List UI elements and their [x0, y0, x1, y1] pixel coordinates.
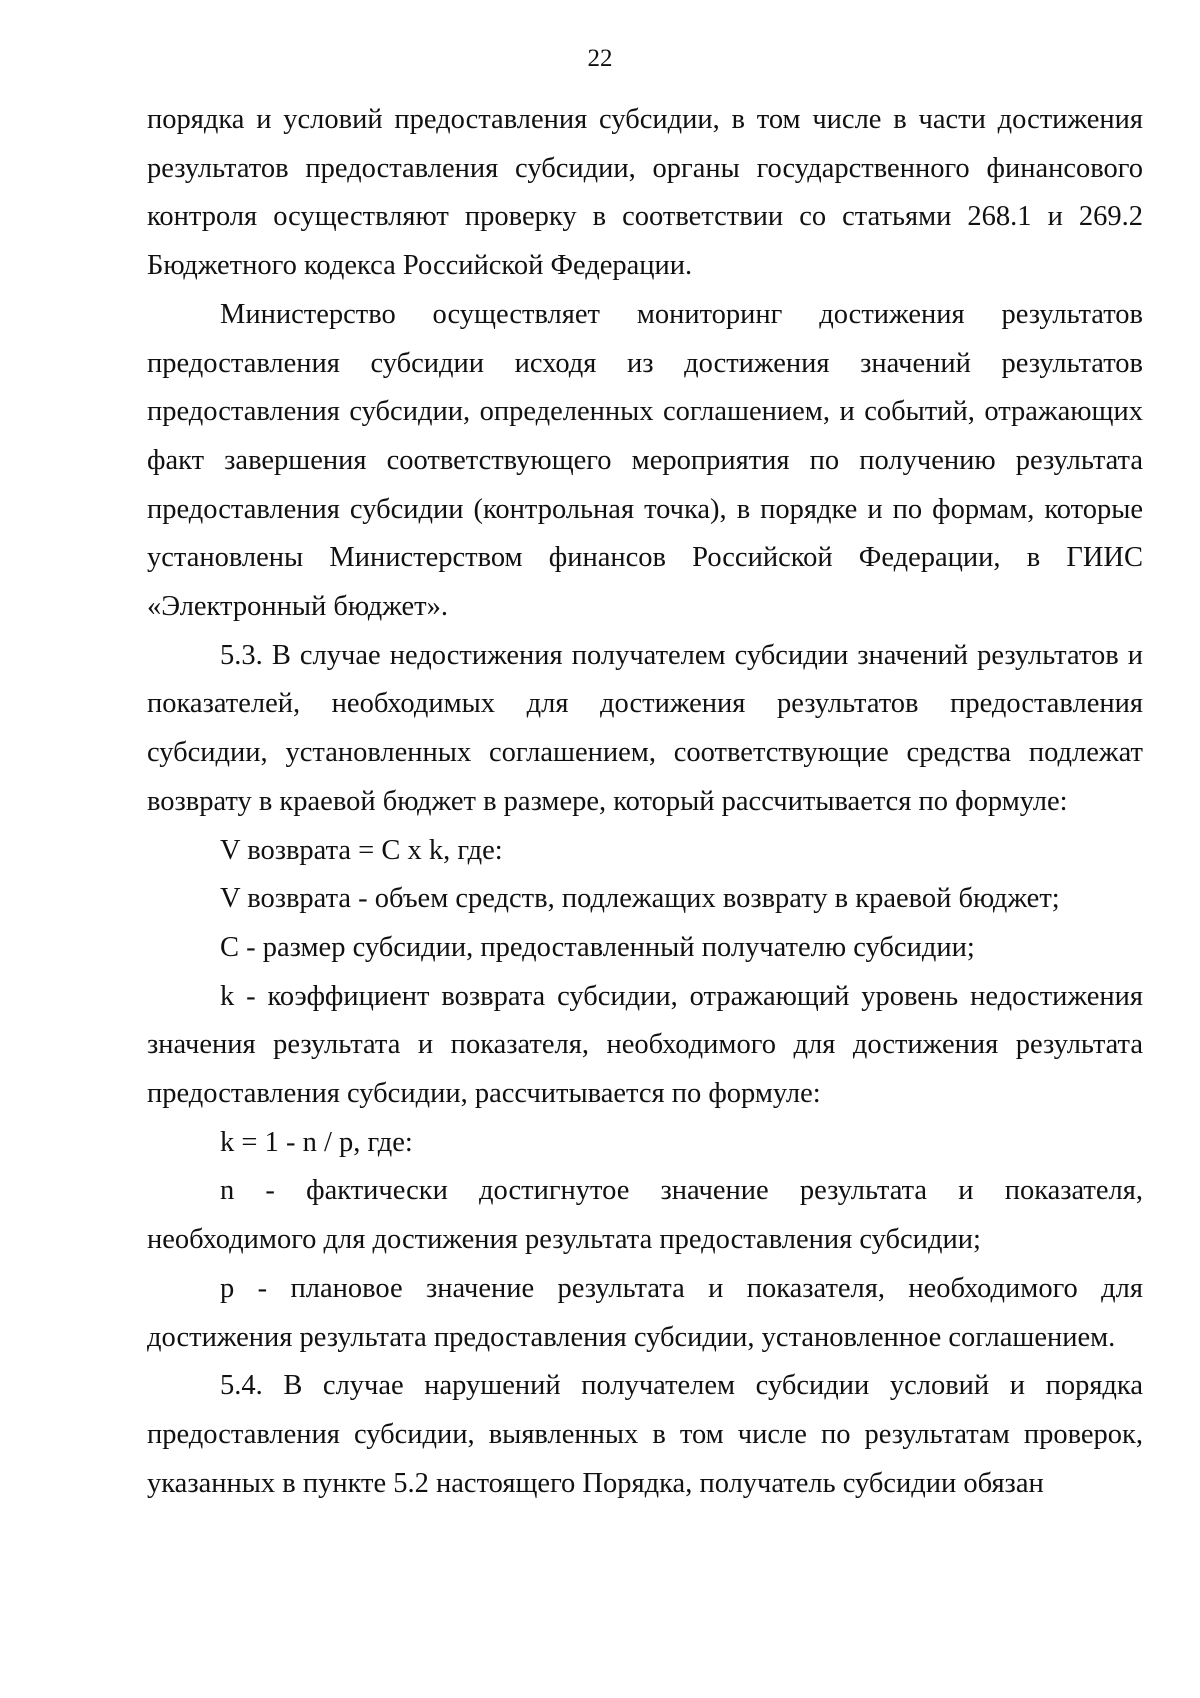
paragraph-5-3: 5.3. В случае недостижения получателем субсидии значений результатов и показателей, необходимых для достижения результатов предоставления субсидии, установленных соглашением, соответствующие средства подлежат возврату в краевой бюджет в размере, который рассчитывается по формуле: [147, 639, 1143, 817]
paragraph-control-continuation: порядка и условий предоставления субсидии, в том числе в части достижения результатов предоставления субсидии, органы государственного финансового контроля осуществляют проверку в соответствии со статьями 268.1 и 269.2 Бюджетного кодекса Российской Федерации. [147, 104, 1143, 282]
definition-c: C - размер субсидии, предоставленный получателю субсидии; [220, 931, 975, 963]
formula-k: k = 1 - n / p, где: [220, 1126, 413, 1158]
definition-v-return: V возврата - объем средств, подлежащих возврату в краевой бюджет; [220, 883, 1060, 915]
paragraph-5-4: 5.4. В случае нарушений получателем субсидии условий и порядка предоставления субсидии, выявленных в том числе по результатам проверок, указанных в пункте 5.2 настоящего Порядка, получатель субсидии обязан [147, 1370, 1143, 1499]
definition-p: p - плановое значение результата и показателя, необходимого для достижения результата предоставления субсидии, установленное соглашением. [147, 1272, 1143, 1353]
definition-n: n - фактически достигнутое значение результата и показателя, необходимого для достижения результата предоставления субсидии; [147, 1175, 1143, 1256]
document-body [147, 96, 1143, 1508]
definition-k: k - коэффициент возврата субсидии, отражающий уровень недостижения значения результата и показателя, необходимого для достижения результата предоставления субсидии, рассчитывается по формуле: [147, 980, 1143, 1110]
formula-v-return: V возврата = C x k, где: [220, 834, 503, 866]
page-number: 22 [587, 45, 613, 72]
paragraph-monitoring: Министерство осуществляет мониторинг достижения результатов предоставления субсидии исходя из достижения значений результатов предоставления субсидии, определенных соглашением, и событий, отражающих факт завершения соответствующего мероприятия по получению результата предоставления субсидии (контрольная точка), в порядке и по формам, которые установлены Министерством финансов Российской Федерации, в ГИИС «Электронный бюджет». [147, 298, 1143, 623]
